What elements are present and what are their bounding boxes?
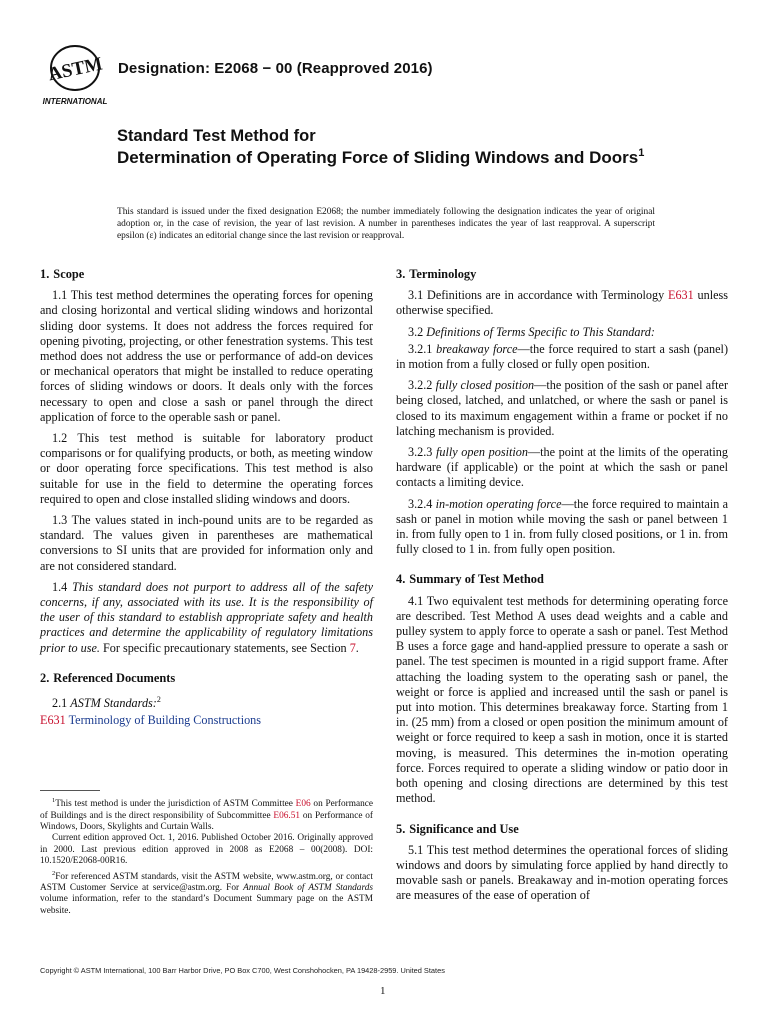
paragraph-1-3: 1.3 The values stated in inch-pound units are to be regarded as standard. The values given in parentheses are mathematical conversions to SI units that are provided for information only and are not considered standard. bbox=[40, 513, 373, 573]
right-column bbox=[396, 267, 728, 910]
footnotes bbox=[40, 795, 373, 917]
paragraph-3-1: 3.1 Definitions are in accordance with Terminology E631 unless otherwise specified. bbox=[396, 288, 728, 318]
paragraph-3-2-1: 3.2.1 breakaway force—the force required to start a sash (panel) in motion from a fully closed or fully open position. bbox=[396, 341, 728, 372]
paragraph-5-1: 5.1 This test method determines the operational forces of sliding windows and doors by simulating force applied by hand directly to movable sash or panels. Breakaway and in-motion operating forces are measures of the ease of operation of bbox=[396, 842, 728, 903]
paragraph-2-1: 2.1 ASTM Standards:$^2$ bbox=[52, 695, 161, 711]
section-7-link[interactable]: 7 bbox=[349, 640, 356, 655]
paragraph-1-2: 1.2 This test method is suitable for laboratory product comparisons or for qualifying products, or both, as meeting window or door operating force specifications. This test method is also suitable for use in the field to determine the operating forces required to open and close installed sliding windows and doors. bbox=[40, 431, 373, 506]
section-heading-referenced: 2. Referenced Documents bbox=[40, 670, 176, 685]
title-pre: Standard Test Method for bbox=[117, 127, 316, 145]
doc-title-link[interactable]: Terminology of Building Constructions bbox=[68, 713, 262, 728]
paragraph-1-1: 1.1 This test method determines the operating forces for opening and closing horizontal and vertical sliding windows and horizontal sliding door systems. It does not address the forces required for opening pivoting, projecting, or other fenestration systems. This test method does not address the use or performance of add-on devices or mechanical operators that might be installed to reduce operating forces of sliding windows or doors. It deals only with the forces necessary to open and close a sash or panel through the direct application of force to the operable sash or panel. bbox=[40, 288, 373, 424]
left-column bbox=[40, 267, 373, 729]
paragraph-3-2: 3.2 Definitions of Terms Specific to This Standard: bbox=[408, 324, 655, 339]
paragraph-3-2-2: 3.2.2 fully closed position—the position of the sash or panel after being closed, latched, and unlatched, or where the sash or panel is closed to its maximum engagement within a frame or pocket if no latching mechanism is provided. bbox=[396, 378, 729, 438]
designation: Designation: E2068 − 00 (Reapproved 2016) bbox=[118, 60, 433, 77]
footnote-mark-2: 2 bbox=[156, 695, 161, 705]
subcommittee-link[interactable]: E06.51 bbox=[273, 810, 301, 821]
footnote-1-edition: Current edition approved Oct. 1, 2016. Published October 2016. Originally approved in 2000. Last previous edition approved in 2008 as E2068 – 00(2008). DOI: 10.1520/E2068-00R16. bbox=[40, 833, 373, 867]
copyright-line: Copyright © ASTM International, 100 Barr Harbor Drive, PO Box C700, West Conshohocken, PA 19428-2959. United States bbox=[40, 966, 445, 975]
footnote-1: $^1$This test method is under the jurisdiction of ASTM Committee E06 on Performance of Buildings and is the direct responsibility of Subcommittee E06.51 on Performance of Windows, Doors, Skylights and Curtain Walls. bbox=[40, 797, 373, 832]
preamble: This standard is issued under the fixed designation E2068; the number immediately following the designation indicates the year of original adoption or, in the case of revision, the year of last revision. A number in parentheses indicates the year of last reapproval. A superscript epsilon (ε) indicates an editorial change since the last revision or reapproval. bbox=[117, 207, 655, 241]
committee-e06-link[interactable]: E06 bbox=[295, 799, 311, 810]
title-footnote-mark: 1 bbox=[638, 147, 645, 159]
doc-code-link[interactable]: E631 bbox=[40, 713, 66, 728]
paragraph-3-2-3: 3.2.3 fully open position—the point at the limits of the operating hardware (if applicable) or the point at which the sash or panel contacts a limiting device. bbox=[396, 445, 728, 490]
logo-subtext: INTERNATIONAL bbox=[42, 97, 108, 106]
section-heading-terminology: 3. Terminology bbox=[396, 267, 477, 281]
logo-lettering: ASTM bbox=[46, 53, 105, 86]
section-heading-significance: 5. Significance and Use bbox=[396, 821, 519, 836]
paragraph-4-1: 4.1 Two equivalent test methods for determining operating force are described. Test Method A uses dead weights and a cable and pulley system to apply force to operate a sash or panel. Test Method B uses a force gage and hand-applied pressure to operate a sash or panel. The test specimen is mounted in a rigid support frame. After attaching the loading system to the operating sash or panel, the weight or force is applied and increased until the sash or panel is put into motion. This determines breakaway force. Starting from 1 in. (25 mm) from a closed or open position the minimum amount of weight or force required to keep a sash in motion, once it is started moving, is measured. This determines the in-motion operating force. Forces required to operate a sliding window or patio door in both opening and closing directions are determined by this test method. bbox=[396, 593, 728, 806]
paragraph-3-2-4: 3.2.4 in-motion operating force—the force required to maintain a sash or panel in motion while moving the sash or panel between 1 in. from fully open to 1 in. from fully closed positions, or 1 in. from fully closed to 1 in. from fully open position. bbox=[396, 496, 728, 557]
paragraph-1-4: 1.4 This standard does not purport to address all of the safety concerns, if any, associated with its use. It is the responsibility of the user of this standard to establish appropriate safety and health practices and determine the applicability of regulatory limitations prior to use. For specific precautionary statements, see Section 7. bbox=[40, 579, 373, 655]
footnote-divider bbox=[40, 790, 100, 791]
terminology-e631-link[interactable]: E631 bbox=[668, 288, 694, 303]
referenced-doc-entry bbox=[40, 713, 373, 728]
section-heading-scope: 1. Scope bbox=[40, 267, 85, 281]
astm-logo bbox=[40, 44, 110, 108]
document-title bbox=[117, 147, 677, 168]
page-number: 1 bbox=[380, 985, 386, 997]
title-block bbox=[117, 126, 677, 168]
title-text: Determination of Operating Force of Sliding Windows and Doors bbox=[117, 148, 639, 167]
section-heading-summary: 4. Summary of Test Method bbox=[396, 572, 544, 587]
footnote-2: $^2$For referenced ASTM standards, visit the ASTM website, www.astm.org, or contact ASTM Customer Service at service@astm.org. For Annual Book of ASTM Standards volume information, refer to the standard’s Document Summary page on the ASTM website. bbox=[40, 869, 373, 916]
